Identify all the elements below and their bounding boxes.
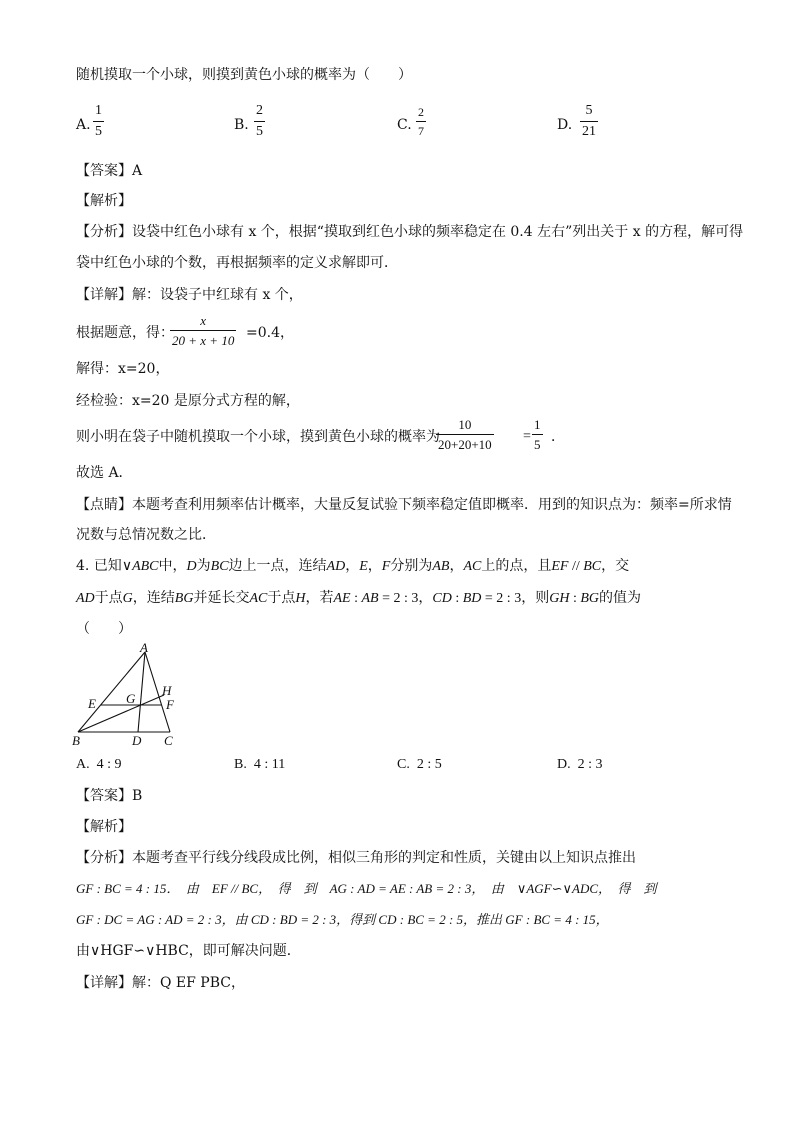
q4-jiexi-heading: 【解析】: [76, 819, 132, 835]
q3-solve: 解得：x=20，: [76, 361, 170, 377]
stem-text: 中，: [158, 558, 187, 574]
stem-text: ，: [345, 558, 360, 574]
q3-detail-line-1: 【详解】解：设袋子中红球有 x 个，: [76, 287, 303, 303]
stem-text: 上的点，且: [481, 558, 552, 574]
fraction-denominator: 20+20+10: [438, 437, 492, 452]
stem-text: 于点: [94, 590, 123, 606]
q3-check: 经检验：x=20 是原分式方程的解，: [76, 393, 300, 409]
q4-stem-line-3: （ ）: [76, 621, 132, 637]
math-var: D: [186, 559, 197, 574]
fraction-denominator: 5: [256, 124, 263, 139]
label-d: D: [132, 733, 142, 748]
q3-jiexi-heading: 【解析】: [76, 193, 132, 209]
label-a: A: [140, 640, 148, 655]
q3-analysis-line-2: 袋中红色小球的个数，再根据频率的定义求解即可．: [76, 255, 398, 271]
q3-comment-line-2: 况数与总情况数之比．: [76, 527, 216, 543]
math-var: AC: [463, 559, 482, 574]
fraction-numerator: 2: [256, 103, 263, 118]
parallel-symbol: //: [568, 559, 584, 574]
stem-text: 并延长交: [193, 590, 250, 606]
q4-option-b: [234, 758, 285, 772]
q3-option-a-letter: A.: [76, 117, 91, 133]
stem-text: 分别为: [390, 558, 433, 574]
math-var: AE: [333, 591, 351, 606]
math-var: H: [295, 591, 306, 606]
option-text: 2 : 5: [416, 757, 442, 772]
fraction-denominator: 5: [534, 437, 541, 452]
q4-detail-line-1: 【详解】解：Q EF PBC，: [76, 975, 245, 991]
q3-choose: 故选 A．: [76, 465, 133, 481]
math-var: BG: [174, 591, 194, 606]
label-b: B: [72, 733, 80, 748]
q3-comment-line-1: 【点睛】本题考查利用频率估计概率，大量反复试验下频率稳定值即概率．用到的知识点为：频率=所求情: [76, 497, 732, 513]
fraction-denominator: 5: [95, 124, 102, 139]
stem-text: ，交: [601, 558, 630, 574]
q3-probability-result: [532, 418, 543, 451]
triangle-figure: [70, 640, 210, 752]
ratio-symbol: :: [451, 591, 463, 606]
option-text: 4 : 11: [253, 757, 286, 772]
math-var: BC: [210, 559, 229, 574]
math-var: BG: [580, 591, 599, 606]
stem-text: 已知: [93, 558, 122, 574]
segment-ad: [138, 652, 145, 732]
ratio-symbol: :: [569, 591, 581, 606]
q4-analysis-line-2: GF : BC = 4 : 15． 由 EF // BC， 得 到 AG : AD = AE : AB = 2 : 3， 由 ∨AGF∽∨ADC， 得 到: [76, 881, 657, 896]
math-var: BC: [583, 559, 602, 574]
fraction-numerator: 2: [418, 105, 424, 119]
option-letter: C.: [397, 757, 410, 772]
q4-option-d: [557, 758, 603, 772]
fraction-denominator: 20 + x + 10: [172, 333, 235, 348]
math-var: CD: [432, 591, 452, 606]
stem-text: 边上一点，连结: [228, 558, 327, 574]
q3-answer: 【答案】A: [76, 163, 143, 179]
fraction-numerator: x: [200, 313, 207, 328]
math-var: E: [359, 559, 368, 574]
q4-analysis-line-4: 由∨HGF∽∨HBC，即可解决问题．: [76, 943, 301, 959]
q3-equation-suffix: =0.4，: [246, 325, 294, 341]
q3-stem: 随机摸取一个小球，则摸到黄色小球的概率为（ ）: [76, 67, 412, 83]
math-var: AC: [249, 591, 268, 606]
q4-stem-line-2: [76, 591, 641, 606]
math-var: AB: [361, 591, 379, 606]
math-var: AB: [432, 559, 450, 574]
stem-text: 的值为: [599, 590, 641, 606]
q4-analysis-line-1: 【分析】本题考查平行线分线段成比例，相似三角形的判定和性质，关键由以上知识点推出: [76, 850, 636, 866]
q3-option-d-fraction: [580, 104, 598, 139]
ratio-symbol: :: [350, 591, 362, 606]
stem-text: = 2 : 3，: [378, 591, 433, 606]
stem-text: ，若: [305, 590, 334, 606]
fraction-numerator: 1: [534, 417, 541, 432]
q3-analysis-line-1: 【分析】设袋中红色小球有 x 个，根据“摸取到红色小球的频率稳定在 0.4 左右”列出关于 x 的方程，解可得: [76, 224, 744, 240]
option-text: 2 : 3: [577, 757, 603, 772]
label-c: C: [164, 733, 173, 748]
q3-option-d-letter: D.: [557, 117, 573, 133]
q3-option-c-fraction: [416, 106, 426, 137]
fraction-numerator: 10: [458, 417, 472, 432]
math-var: EF: [551, 559, 569, 574]
label-e: E: [88, 696, 96, 711]
fraction-numerator: 1: [95, 103, 102, 118]
q4-option-c: [397, 758, 442, 772]
math-var: F: [381, 559, 391, 574]
q4-answer: 【答案】B: [76, 788, 143, 804]
stem-text: = 2 : 3，则: [481, 591, 550, 606]
q3-option-b-fraction: [254, 104, 265, 139]
math-var: AD: [76, 591, 95, 606]
option-letter: A.: [76, 757, 90, 772]
fraction-numerator: 5: [585, 103, 593, 118]
q3-equation-prefix: 根据题意，得：: [76, 325, 174, 341]
q3-probability-equals: =: [523, 429, 531, 444]
label-f: F: [166, 697, 174, 712]
q3-option-b-letter: B.: [234, 117, 249, 133]
fraction-denominator: 7: [418, 124, 424, 138]
q3-probability-fraction: [436, 418, 494, 451]
option-letter: B.: [234, 757, 247, 772]
q4-stem-line-1: [76, 559, 629, 574]
q4-option-a: [76, 758, 122, 772]
q4-analysis-line-3: GF : DC = AG : AD = 2 : 3，由 CD : BD = 2 : 3，得到 CD : BC = 2 : 5，推出 GF : BC = 4 : 15，: [76, 912, 609, 927]
math-var: GH: [549, 591, 570, 606]
q3-equation-fraction: [170, 314, 236, 347]
q3-probability-prefix: 则小明在袋子中随机摸取一个小球，摸到黄色小球的概率为: [76, 429, 440, 445]
stem-text: ，: [367, 558, 382, 574]
math-var: ABC: [132, 559, 159, 574]
q3-option-a-fraction: [93, 104, 104, 139]
question-number: 4.: [76, 558, 90, 574]
label-h: H: [162, 683, 172, 698]
option-letter: D.: [557, 757, 571, 772]
stem-text: ，: [449, 558, 464, 574]
math-var: BD: [462, 591, 482, 606]
fraction-denominator: 21: [582, 124, 596, 139]
label-g: G: [126, 691, 136, 706]
triangle-symbol: ∨: [121, 559, 133, 574]
stem-text: 于点: [267, 590, 296, 606]
math-var: G: [122, 591, 133, 606]
math-var: AD: [326, 559, 346, 574]
stem-text: ，连结: [132, 590, 175, 606]
q3-probability-end: ．: [551, 429, 565, 445]
q3-option-c-letter: C.: [397, 117, 412, 133]
stem-text: 为: [196, 558, 211, 574]
option-text: 4 : 9: [96, 757, 122, 772]
